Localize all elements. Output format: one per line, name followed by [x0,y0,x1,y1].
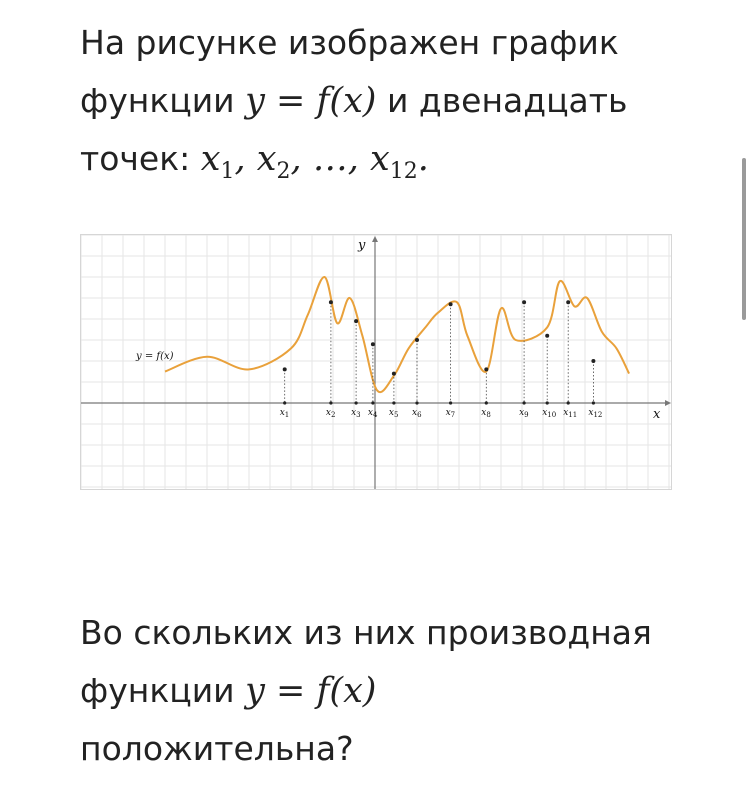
intro-prefix: На рисунке изображен график функции [80,23,619,120]
function-graph [80,234,672,490]
question-text [80,604,720,778]
x-tick-label: $x_{12}$ [588,408,603,419]
curve-point [449,302,453,306]
points-sequence: $x_1$, $x_2$, …, $x_{12}$. [200,139,429,184]
axis-point [392,401,395,404]
axis-point [546,401,549,404]
question-line-1: Во скольких из них производная [80,613,652,652]
curve-point [591,359,595,363]
y-axis-arrow [372,236,378,242]
axis-point [449,401,452,404]
axis-point [355,401,358,404]
axis-point [371,401,374,404]
x-tick-label: $x_4$ [367,408,378,419]
intro-formula: y = f(x) [245,81,377,121]
y-axis-label: y [358,238,366,253]
x-tick-label: $x_8$ [481,408,491,419]
axis-point [592,401,595,404]
curve-point [329,300,333,304]
question-line-2 [80,662,720,720]
x-tick-label: $x_5$ [388,408,399,419]
axis-point [283,401,286,404]
intro-text [80,14,720,201]
axis-point [567,401,570,404]
x-tick-label: $x_6$ [412,408,422,419]
x-tick-label: $x_7$ [445,408,456,419]
function-label: y = f(x) [136,351,174,362]
curve-point [484,367,488,371]
question-line-3: положительна? [80,729,354,768]
intro-middle: и двенадцать точек: [80,81,628,178]
x-axis-label: x [653,407,661,422]
graph-svg [81,235,671,489]
question-formula: y = f(x) [245,671,377,711]
curve-point [354,319,358,323]
curve-point [566,300,570,304]
function-curve [165,277,629,392]
curve-point [392,372,396,376]
x-tick-label: $x_3$ [351,408,361,419]
x-tick-label: $x_9$ [519,408,529,419]
x-tick-label: $x_{10}$ [542,408,557,419]
curve-point [545,334,549,338]
curve-point [371,342,375,346]
scrollbar[interactable] [742,158,746,320]
curve-point [522,300,526,304]
axis-point [329,401,332,404]
axis-point [415,401,418,404]
axis-point [485,401,488,404]
x-tick-label: $x_2$ [325,408,336,419]
curve-point [415,338,419,342]
axis-point [523,401,526,404]
curve-point [283,367,287,371]
x-tick-label: $x_{11}$ [563,408,578,419]
x-axis-arrow [665,400,671,406]
question-line-2-prefix: функции [80,671,235,710]
x-tick-label: $x_1$ [279,408,290,419]
